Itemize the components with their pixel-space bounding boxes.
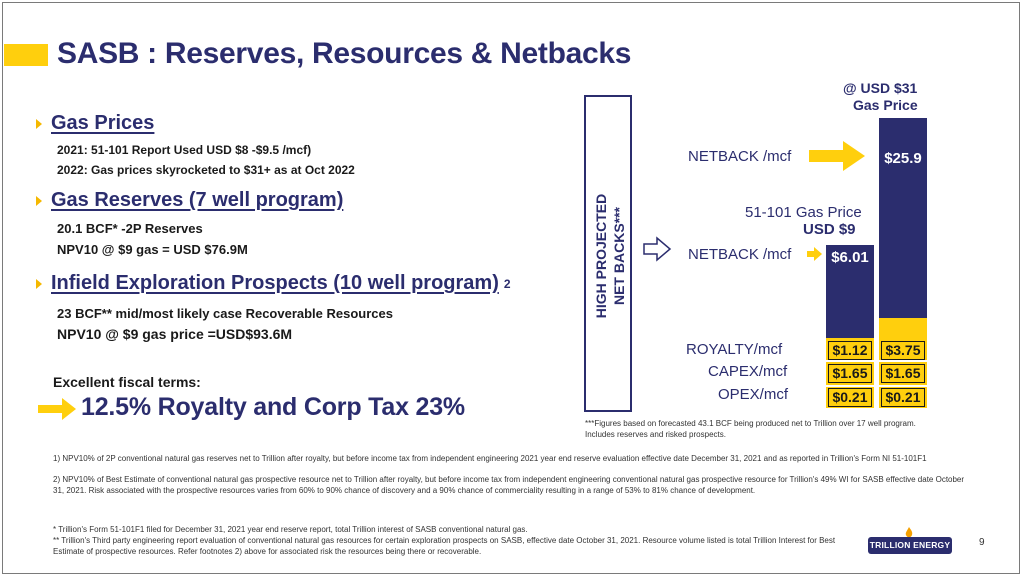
netback-bar bbox=[879, 118, 927, 318]
section-title: Gas Prices bbox=[51, 112, 155, 134]
page-title: SASB : Reserves, Resources & Netbacks bbox=[57, 37, 632, 70]
netback-value-label: $6.01 bbox=[831, 249, 869, 266]
arrow-right-icon bbox=[38, 398, 78, 420]
section-title: Infield Exploration Prospects (10 well program) bbox=[51, 272, 499, 294]
bullet-icon bbox=[36, 119, 42, 129]
netback-label-low: NETBACK /mcf bbox=[688, 246, 792, 263]
gas-prices-line-2: 2022: Gas prices skyrocketed to $31+ as at Oct 2022 bbox=[57, 163, 355, 177]
section-gas-prices bbox=[36, 112, 154, 135]
footnote-ref: 2 bbox=[503, 276, 511, 291]
section-gas-reserves bbox=[36, 189, 343, 212]
netback-value-label: $25.9 bbox=[884, 150, 922, 167]
capex-label: CAPEX/mcf bbox=[708, 363, 788, 380]
footnote-4: ** Trillion's Third party engineering report evaluation of conventional natural gas resources for certain exploration prospects on SASB, effective date October 31, 2021. Resource volume listed is total Trillion Interest for Best Estimate of prospective resources. Refer footnotes 2) above for associated risk the resources being there or recoverable. bbox=[53, 536, 836, 556]
opex-value-label: $0.21 bbox=[881, 388, 925, 407]
footnote-1: 1) NPV10% of 2P conventional natural gas reserves net to Trillion after royalty, but before income tax from independent engineering 2021 year end reserve evaluation effective date December 31, 2021 and as reported in Trillion's Form NI 51-101F1 bbox=[53, 454, 927, 463]
arrow-right-outline-icon bbox=[642, 236, 672, 262]
page-number: 9 bbox=[979, 537, 985, 548]
fiscal-label: Excellent fiscal terms: bbox=[53, 374, 201, 390]
company-logo bbox=[868, 527, 952, 555]
royalty-value-label: $1.12 bbox=[828, 341, 872, 360]
footnote-2: 2) NPV10% of Best Estimate of conventional natural gas prospective resource net to Trillion after royalty, but before income tax from independent engineering conventional natural gas prospective resource for Trillion's 49% WI for SASB effective date October 31, 2021. Risk associated with the prospective resources varies from 60% to 90% chance of discovery and a 90% chance of commerciality resulting in a range of 53% to 81% chance of development. bbox=[53, 475, 965, 495]
footnote-3: * Trillion's Form 51-101F1 filed for December 31, 2021 year end reserve report, total Trillion interest of SASB conventional natural gas. bbox=[53, 525, 528, 534]
vertical-label-line-2: NET BACKS*** bbox=[611, 207, 627, 306]
bullet-icon bbox=[36, 279, 42, 289]
vertical-label-line-1: HIGH PROJECTED bbox=[593, 193, 609, 319]
royalty-value-label: $3.75 bbox=[881, 341, 925, 360]
opex-value-label: $0.21 bbox=[828, 388, 872, 407]
chart-footnote: ***Figures based on forecasted 43.1 BCF being produced net to Trillion over 17 well program. Includes reserves and risked prospects. bbox=[585, 419, 916, 439]
infield-line-2: NPV10 @ $9 gas price =USD$93.6M bbox=[57, 326, 293, 342]
gas-prices-line-1: 2021: 51-101 Report Used USD $8 -$9.5 /mcf) bbox=[57, 143, 312, 157]
netback-label-high: NETBACK /mcf bbox=[688, 148, 792, 165]
mid-price-line-1: 51-101 Gas Price bbox=[745, 204, 862, 221]
arrow-right-icon bbox=[807, 247, 823, 261]
royalty-label: ROYALTY/mcf bbox=[686, 341, 783, 358]
capex-value-label: $1.65 bbox=[881, 364, 925, 383]
reserves-line-1: 20.1 BCF* -2P Reserves bbox=[57, 221, 203, 236]
opex-label: OPEX/mcf bbox=[718, 386, 789, 403]
mid-price-line-2: USD $9 bbox=[803, 221, 856, 238]
fiscal-headline: 12.5% Royalty and Corp Tax 23% bbox=[81, 393, 465, 421]
title-accent-bar bbox=[4, 44, 48, 66]
reserves-line-2: NPV10 @ $9 gas = USD $76.9M bbox=[57, 242, 248, 257]
section-infield bbox=[36, 272, 511, 295]
bullet-icon bbox=[36, 196, 42, 206]
capex-value-label: $1.65 bbox=[828, 364, 872, 383]
arrow-right-icon bbox=[809, 141, 867, 171]
top-price-line-1: @ USD $31 bbox=[843, 80, 918, 96]
infield-line-1: 23 BCF** mid/most likely case Recoverable Resources bbox=[57, 306, 393, 321]
section-title: Gas Reserves (7 well program) bbox=[51, 189, 344, 211]
logo-wordmark: TRILLION ENERGY bbox=[868, 537, 952, 554]
top-price-line-2: Gas Price bbox=[853, 97, 918, 113]
netbacks-vertical-label bbox=[592, 194, 628, 318]
